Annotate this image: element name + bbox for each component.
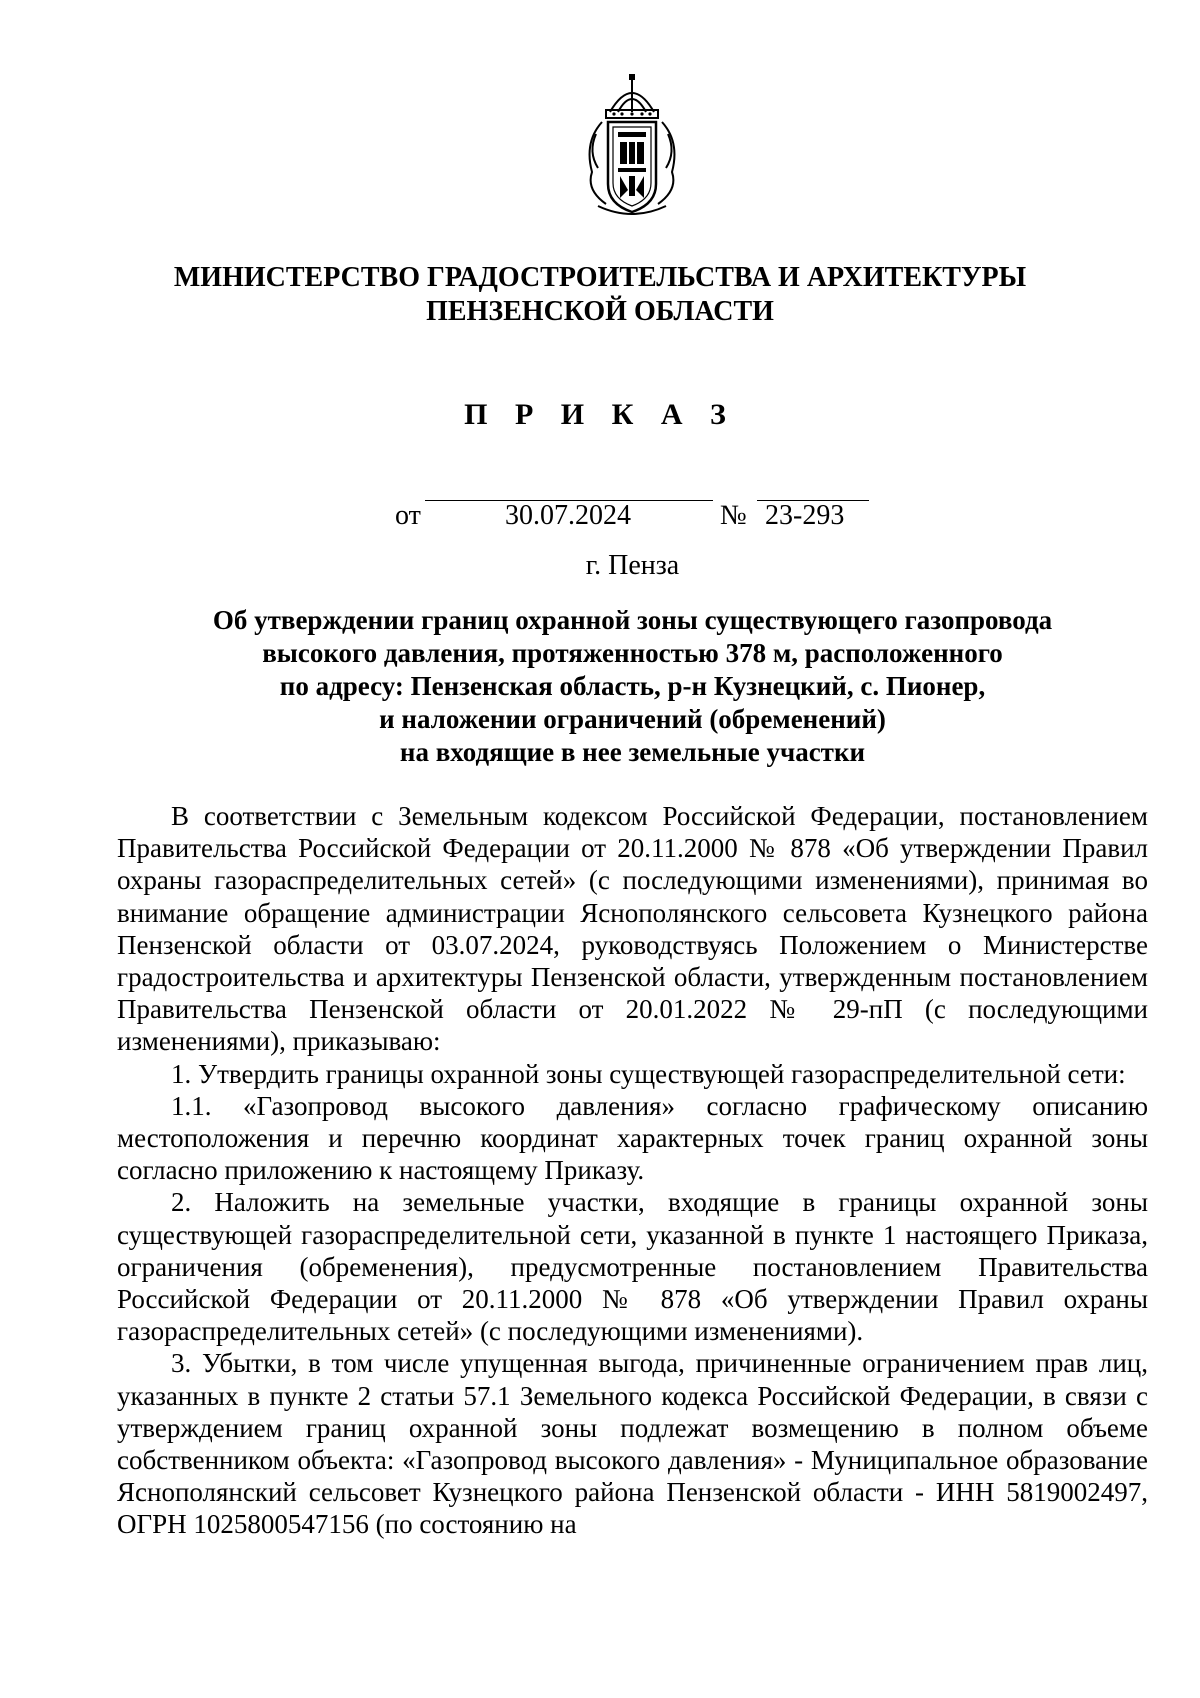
document-body <box>117 800 1148 1541</box>
body-paragraph-preamble: В соответствии с Земельным кодексом Российской Федерации, постановлением Правительства Российской Федерации от 20.11.2000 № 878 «Об утверждении Правил охраны газораспределительных сетей» (с последующими изменениями), принимая во внимание обращение администрации Яснополянского сельсовета Кузнецкого района Пензенской области от 03.07.2024, руководствуясь Положением о Министерстве градостроительства и архитектуры Пензенской области, утвержденным постановлением Правительства Пензенской области от 20.01.2022 № 29-пП (с последующими изменениями), приказываю: <box>117 801 1148 1057</box>
organization-name-line2: ПЕНЗЕНСКОЙ ОБЛАСТИ <box>426 296 774 327</box>
document-subject <box>140 604 1125 769</box>
subject-line: высокого давления, протяженностью 378 м, расположенного <box>262 638 1003 668</box>
from-label: от <box>395 500 421 531</box>
number-label: № <box>720 500 747 531</box>
document-number: 23-293 <box>765 500 845 531</box>
subject-line: на входящие в нее земельные участки <box>399 737 866 767</box>
organization-name-line1: МИНИСТЕРСТВО ГРАДОСТРОИТЕЛЬСТВА И АРХИТЕКТУРЫ <box>173 262 1027 293</box>
date-number-line <box>0 500 1200 536</box>
subject-line: по адресу: Пензенская область, р-н Кузнецкий, с. Пионер, <box>279 671 986 701</box>
body-paragraph-item-1-1: 1.1. «Газопровод высокого давления» согласно графическому описанию местоположения и перечню координат характерных точек границ охранной зоны согласно приложению к настоящему Приказу. <box>117 1090 1148 1186</box>
document-type: П Р И К А З <box>464 398 736 431</box>
subject-line: Об утверждении границ охранной зоны существующего газопровода <box>212 605 1053 635</box>
body-paragraph-item-2: 2. Наложить на земельные участки, входящие в границы охранной зоны существующей газораспределительной сети, указанной в пункте 1 настоящего Приказа, ограничения (обременения), предусмотренные постановлением Правительства Российской Федерации от 20.11.2000 № 878 «Об утверждении Правил охраны газораспределительных сетей» (с последующими изменениями). <box>117 1187 1148 1347</box>
document-date: 30.07.2024 <box>505 500 631 531</box>
subject-line: и наложении ограничений (обременений) <box>379 704 886 734</box>
body-paragraph-item-3: 3. Убытки, в том числе упущенная выгода, причиненные ограничением прав лиц, указанных в пункте 2 статьи 57.1 Земельного кодекса Российской Федерации, в связи с утверждением границ охранной зоны подлежат возмещению в полном объеме собственником объекта: «Газопровод высокого давления» - Муниципальное образование Яснополянский сельсовет Кузнецкого района Пензенской области - ИНН 5819002497, ОГРН 1025800547156 (по состоянию на <box>117 1348 1148 1540</box>
document-city: г. Пенза <box>585 550 680 581</box>
penza-oblast-coat-of-arms-icon <box>572 72 692 222</box>
body-paragraph-item-1: 1. Утвердить границы охранной зоны существующей газораспределительной сети: <box>171 1058 1126 1089</box>
